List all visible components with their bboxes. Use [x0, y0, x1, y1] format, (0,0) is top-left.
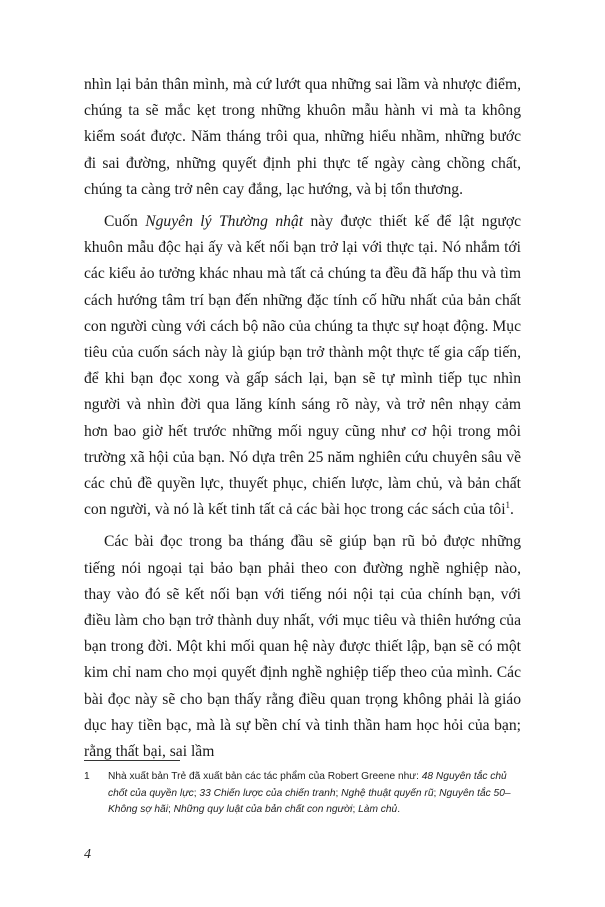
footnote-title-4: Nguyên tắc 50–Không sợ hãi	[108, 787, 511, 815]
paragraph-2-end: .	[510, 501, 514, 519]
footnote-title-2: 33 Chiến lược của chiến tranh	[199, 787, 336, 799]
paragraph-1: nhìn lại bản thân mình, mà cứ lướt qua những sai lầm và nhược điểm, chúng ta sẽ mắc kẹt trong những khuôn mẫu hành vi mà ta không kiểm soát được. Năm tháng trôi qua, những hiểu nhầm, những bước đi sai đường, những quyết định phi thực tế ngày càng chồng chất, chúng ta càng trở nên cay đắng, lạc hướng, và bị tổn thương.	[84, 76, 521, 198]
footnote-title-5: Những quy luật của bản chất con người	[173, 804, 353, 815]
paragraph-3: Các bài đọc trong ba tháng đầu sẽ giúp bạn rũ bỏ được những tiếng nói ngoại tại bảo bạn phải theo con đường nghề nghiệp nào, thay vào đó sẽ kết nối bạn với tiếng nói nội tại của chính bạn, với điều làm cho bạn trở thành duy nhất, với mục tiêu và thiên hướng của bạn trong đời. Một khi mối quan hệ này được thiết lập, bạn sẽ có một kim chỉ nam cho mọi quyết định nghề nghiệp tiếp theo của mình. Các bài đọc này sẽ cho bạn thấy rằng điều quan trọng không phải là giáo dục hay tiền bạc, mà là sự bền chí và tinh thần ham học hỏi của bạn; rằng thất bại, sai lầm	[84, 533, 521, 761]
footnote-title-6: Làm chủ	[358, 804, 398, 815]
book-title: Nguyên lý Thường nhật	[145, 213, 304, 231]
footnote-sep-3: ;	[433, 787, 440, 799]
body-text	[84, 72, 521, 771]
footnote-number: 1	[84, 771, 90, 782]
footnote-sep-5: ;	[352, 804, 359, 815]
paragraph-2-body: này được thiết kế để lật ngược khuôn mẫu độc hại ấy và kết nối bạn trở lại với thực tại. Nó nhắm tới các kiểu ảo tưởng khác nhau mà tất cả chúng ta đều đã hấp thu và tìm cách hướng tâm trí bạn đến những đặc tính cố hữu nhất của bản chất con người cùng với cách bộ não của chúng ta thực sự hoạt động. Mục tiêu của cuốn sách này là giúp bạn trở thành một thực tế gia cấp tiến, để khi bạn đọc xong và gấp sách lại, bạn sẽ tự mình tiếp tục nhìn người và nhìn đời qua lăng kính sáng rõ này, và trở nên nhạy cảm hơn bao giờ hết trước những mối nguy cũng như cơ hội trong môi trường xã hội của bạn. Nó dựa trên 25 năm nghiên cứu chuyên sâu về các chủ đề quyền lực, thuyết phục, chiến lược, làm chủ, và bản chất con người, và nó là kết tinh tất cả các bài học trong các sách của tôi	[84, 213, 521, 519]
footnote-sep-1: ;	[193, 787, 200, 799]
footnote-text	[84, 769, 521, 819]
footnote-title-1: 48 Nguyên tắc chủ chốt của quyền lực	[108, 771, 507, 799]
footnote-lead: Nhà xuất bản Trẻ đã xuất bản các tác phẩm của Robert Greene như:	[108, 771, 422, 782]
footnote-sep-2: ;	[335, 787, 342, 799]
paragraph-2	[84, 209, 521, 523]
footnote-divider	[84, 760, 180, 761]
page-number: 4	[84, 847, 91, 862]
footnote	[84, 769, 521, 819]
footnote-title-3: Nghệ thuật quyến rũ	[341, 787, 434, 799]
footnote-sep-4: ;	[167, 804, 174, 815]
paragraph-2-lead: Cuốn	[104, 213, 146, 231]
footnote-end: .	[397, 804, 401, 815]
footnote-reference[interactable]: 1	[505, 500, 511, 511]
